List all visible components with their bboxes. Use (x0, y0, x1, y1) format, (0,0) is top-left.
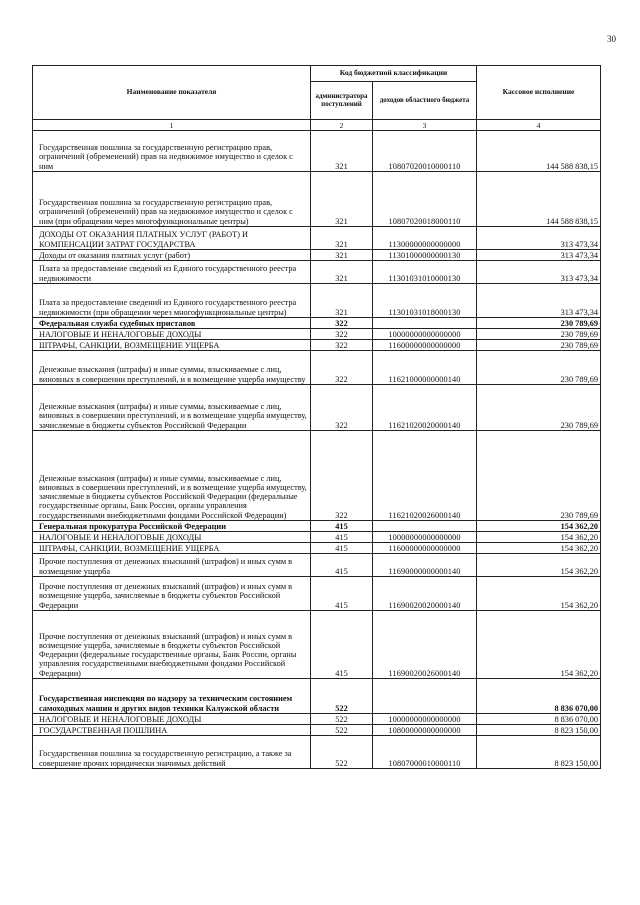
column-number: 4 (477, 120, 601, 131)
table-row (33, 284, 601, 318)
admin-code-cell: 322 (311, 431, 373, 521)
admin-code-cell: 415 (311, 554, 373, 577)
indicator-name-cell: ШТРАФЫ, САНКЦИИ, ВОЗМЕЩЕНИЕ УЩЕРБА (33, 340, 311, 351)
header-admin-code: администратора поступлений (311, 82, 373, 120)
income-code-cell: 11690020020000140 (373, 577, 477, 611)
column-number: 2 (311, 120, 373, 131)
amount-cell: 230 789,69 (477, 385, 601, 431)
table-row (33, 554, 601, 577)
admin-code-cell: 522 (311, 679, 373, 714)
amount-cell: 230 789,69 (477, 431, 601, 521)
indicator-name-cell: Государственная инспекция по надзору за техническим состоянием самоходных машин и других видов техники Калужской области (33, 679, 311, 714)
amount-cell: 154 362,20 (477, 521, 601, 532)
admin-code-cell: 522 (311, 725, 373, 736)
admin-code-cell: 415 (311, 521, 373, 532)
income-code-cell: 11690000000000140 (373, 554, 477, 577)
amount-cell: 154 362,20 (477, 611, 601, 679)
income-code-cell: 11301031018000130 (373, 284, 477, 318)
table-row (33, 521, 601, 532)
income-code-cell: 11600000000000000 (373, 543, 477, 554)
income-code-cell: 10000000000000000 (373, 532, 477, 543)
indicator-name-cell: Плата за предоставление сведений из Единого государственного реестра недвижимости (33, 261, 311, 284)
indicator-name-cell: НАЛОГОВЫЕ И НЕНАЛОГОВЫЕ ДОХОДЫ (33, 329, 311, 340)
indicator-name-cell: Доходы от оказания платных услуг (работ) (33, 250, 311, 261)
table-row (33, 351, 601, 385)
admin-code-cell: 321 (311, 261, 373, 284)
amount-cell: 230 789,69 (477, 318, 601, 329)
income-code-cell: 10000000000000000 (373, 329, 477, 340)
amount-cell: 8 836 070,00 (477, 679, 601, 714)
table-row (33, 611, 601, 679)
indicator-name-cell: Прочие поступления от денежных взысканий (штрафов) и иных сумм в возмещение ущерба, зачисляемые в бюджеты субъектов Российской Федерации (33, 577, 311, 611)
income-code-cell: 10807020010000110 (373, 131, 477, 172)
indicator-name-cell: Прочие поступления от денежных взысканий (штрафов) и иных сумм в возмещение ущерба (33, 554, 311, 577)
amount-cell: 230 789,69 (477, 329, 601, 340)
amount-cell: 144 588 838,15 (477, 131, 601, 172)
indicator-name-cell: Федеральная служба судебных приставов (33, 318, 311, 329)
amount-cell: 154 362,20 (477, 577, 601, 611)
indicator-name-cell: Прочие поступления от денежных взысканий (штрафов) и иных сумм в возмещение ущерба, зачисляемые в бюджеты субъектов Российской Федерации (федеральные государственные органы, Банк России, органы управления государственными внебюджетными фондами Российской Федерации) (33, 611, 311, 679)
table-row (33, 532, 601, 543)
admin-code-cell: 321 (311, 227, 373, 250)
admin-code-cell: 322 (311, 351, 373, 385)
admin-code-cell: 321 (311, 284, 373, 318)
table-row (33, 227, 601, 250)
table-row (33, 172, 601, 227)
table-row (33, 131, 601, 172)
indicator-name-cell: НАЛОГОВЫЕ И НЕНАЛОГОВЫЕ ДОХОДЫ (33, 532, 311, 543)
budget-execution-table (32, 65, 601, 769)
table-row (33, 329, 601, 340)
column-numbers-row (33, 120, 601, 131)
income-code-cell (373, 521, 477, 532)
table-row (33, 385, 601, 431)
income-code-cell: 11300000000000000 (373, 227, 477, 250)
income-code-cell: 10807020018000110 (373, 172, 477, 227)
indicator-name-cell: ГОСУДАРСТВЕННАЯ ПОШЛИНА (33, 725, 311, 736)
admin-code-cell: 322 (311, 385, 373, 431)
income-code-cell: 11621020026000140 (373, 431, 477, 521)
header-income-code: доходов областного бюджета (373, 82, 477, 120)
indicator-name-cell: Государственная пошлина за государственную регистрацию, а также за совершение прочих юридически значимых действий (33, 736, 311, 769)
header-cash-execution: Кассовое исполнение (477, 66, 601, 120)
admin-code-cell: 415 (311, 577, 373, 611)
admin-code-cell: 415 (311, 543, 373, 554)
column-number: 3 (373, 120, 477, 131)
amount-cell: 8 836 070,00 (477, 714, 601, 725)
header-kbk-group: Код бюджетной классификации (311, 66, 477, 82)
admin-code-cell: 522 (311, 736, 373, 769)
amount-cell: 313 473,34 (477, 227, 601, 250)
indicator-name-cell: Плата за предоставление сведений из Единого государственного реестра недвижимости (при обращении через многофункциональные центры) (33, 284, 311, 318)
amount-cell: 8 823 150,00 (477, 725, 601, 736)
table-row (33, 261, 601, 284)
admin-code-cell: 322 (311, 340, 373, 351)
amount-cell: 144 588 838,15 (477, 172, 601, 227)
admin-code-cell: 321 (311, 172, 373, 227)
income-code-cell (373, 679, 477, 714)
indicator-name-cell: ДОХОДЫ ОТ ОКАЗАНИЯ ПЛАТНЫХ УСЛУГ (РАБОТ) И КОМПЕНСАЦИИ ЗАТРАТ ГОСУДАРСТВА (33, 227, 311, 250)
income-code-cell: 11690020026000140 (373, 611, 477, 679)
income-code-cell: 10807000010000110 (373, 736, 477, 769)
table-row (33, 431, 601, 521)
indicator-name-cell: Государственная пошлина за государственную регистрацию прав, ограничений (обременений) прав на недвижимое имущество и сделок с ним (при обращении через многофункциональные центры) (33, 172, 311, 227)
income-code-cell: 10800000000000000 (373, 725, 477, 736)
indicator-name-cell: НАЛОГОВЫЕ И НЕНАЛОГОВЫЕ ДОХОДЫ (33, 714, 311, 725)
admin-code-cell: 415 (311, 532, 373, 543)
indicator-name-cell: Денежные взыскания (штрафы) и иные суммы, взыскиваемые с лиц, виновных в совершении преступлений, и в возмещение ущерба имуществу (33, 351, 311, 385)
table-row (33, 577, 601, 611)
header-indicator-name: Наименование показателя (33, 66, 311, 120)
amount-cell: 313 473,34 (477, 284, 601, 318)
table-row (33, 736, 601, 769)
admin-code-cell: 321 (311, 131, 373, 172)
amount-cell: 313 473,34 (477, 250, 601, 261)
amount-cell: 230 789,69 (477, 340, 601, 351)
amount-cell: 230 789,69 (477, 351, 601, 385)
table-row (33, 250, 601, 261)
admin-code-cell: 322 (311, 329, 373, 340)
admin-code-cell: 322 (311, 318, 373, 329)
income-code-cell: 10000000000000000 (373, 714, 477, 725)
column-number: 1 (33, 120, 311, 131)
amount-cell: 154 362,20 (477, 554, 601, 577)
amount-cell: 154 362,20 (477, 532, 601, 543)
income-code-cell: 11301031010000130 (373, 261, 477, 284)
admin-code-cell: 321 (311, 250, 373, 261)
table-row (33, 725, 601, 736)
table-row (33, 679, 601, 714)
income-code-cell: 11301000000000130 (373, 250, 477, 261)
admin-code-cell: 415 (311, 611, 373, 679)
table-row (33, 714, 601, 725)
amount-cell: 8 823 150,00 (477, 736, 601, 769)
indicator-name-cell: Денежные взыскания (штрафы) и иные суммы, взыскиваемые с лиц, виновных в совершении преступлений, и в возмещение ущерба имуществу, зачисляемые в бюджеты субъектов Российской Федерации (33, 385, 311, 431)
income-code-cell: 11600000000000000 (373, 340, 477, 351)
income-code-cell: 11621000000000140 (373, 351, 477, 385)
admin-code-cell: 522 (311, 714, 373, 725)
table-row (33, 318, 601, 329)
income-code-cell: 11621020020000140 (373, 385, 477, 431)
indicator-name-cell: ШТРАФЫ, САНКЦИИ, ВОЗМЕЩЕНИЕ УЩЕРБА (33, 543, 311, 554)
table-row (33, 543, 601, 554)
indicator-name-cell: Государственная пошлина за государственную регистрацию прав, ограничений (обременений) прав на недвижимое имущество и сделок с ним (33, 131, 311, 172)
amount-cell: 154 362,20 (477, 543, 601, 554)
amount-cell: 313 473,34 (477, 261, 601, 284)
income-code-cell (373, 318, 477, 329)
indicator-name-cell: Генеральная прокуратура Российской Федерации (33, 521, 311, 532)
table-row (33, 340, 601, 351)
page-number: 30 (607, 34, 616, 44)
indicator-name-cell: Денежные взыскания (штрафы) и иные суммы, взыскиваемые с лиц, виновных в совершении преступлений, и в возмещение ущерба имуществу, зачисляемые в бюджеты субъектов Российской Федерации (федеральные государственные органы, Банк России, органы управления государственными внебюджетными фондами Российской Федерации) (33, 431, 311, 521)
